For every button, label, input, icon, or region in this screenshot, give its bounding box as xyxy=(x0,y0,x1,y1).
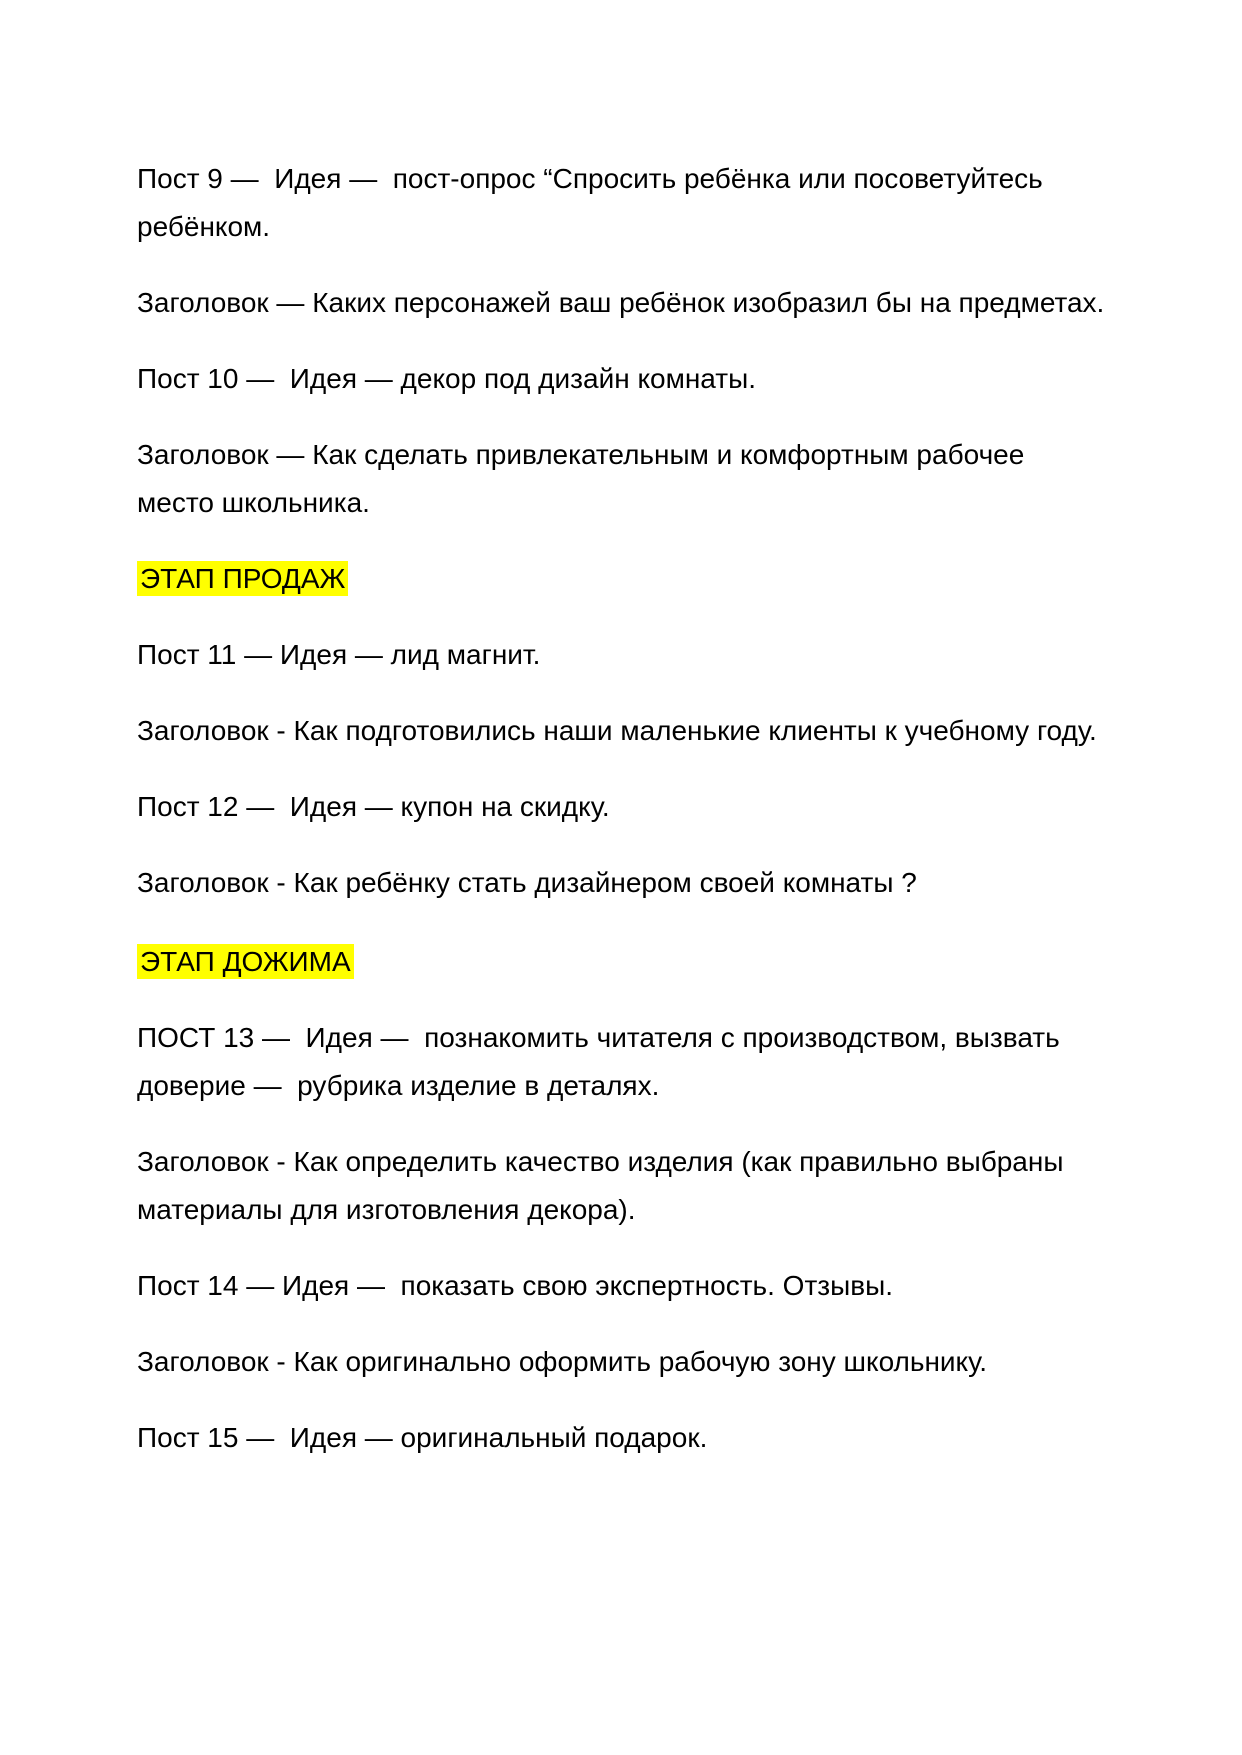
sales-stage-heading: ЭТАП ПРОДАЖ xyxy=(137,561,348,596)
post-10-headline-text: Заголовок — Как сделать привлекательным и комфортным рабочее место школьника. xyxy=(137,439,1033,518)
followup-stage-heading-row xyxy=(137,938,1107,986)
post-15-idea-text: Пост 15 — Идея — оригинальный подарок. xyxy=(137,1422,708,1453)
post-9-idea-text: Пост 9 — Идея — пост-опрос “Спросить ребёнка или посоветуйтесь ребёнком. xyxy=(137,163,1051,242)
followup-stage-heading: ЭТАП ДОЖИМА xyxy=(137,944,354,979)
post-14-idea-text: Пост 14 — Идея — показать свою экспертность. Отзывы. xyxy=(137,1270,894,1301)
post-11-idea-text: Пост 11 — Идея — лид магнит. xyxy=(137,639,541,670)
post-13-headline-text: Заголовок - Как определить качество изделия (как правильно выбраны материалы для изготовления декора). xyxy=(137,1146,1072,1225)
post-9-headline-text: Заголовок — Каких персонажей ваш ребёнок изобразил бы на предметах. xyxy=(137,287,1105,318)
post-12-idea-text: Пост 12 — Идея — купон на скидку. xyxy=(137,791,610,822)
post-13-idea-text: ПОСТ 13 — Идея — познакомить читателя с производством, вызвать доверие — рубрика изделие в деталях. xyxy=(137,1022,1068,1101)
post-10-idea-text: Пост 10 — Идея — декор под дизайн комнаты. xyxy=(137,363,756,394)
post-12-headline-text: Заголовок - Как ребёнку стать дизайнером своей комнаты ? xyxy=(137,867,917,898)
post-11-headline-text: Заголовок - Как подготовились наши маленькие клиенты к учебному году. xyxy=(137,715,1097,746)
sales-stage-heading-row xyxy=(137,555,1107,603)
post-14-headline-text: Заголовок - Как оригинально оформить рабочую зону школьнику. xyxy=(137,1346,988,1377)
